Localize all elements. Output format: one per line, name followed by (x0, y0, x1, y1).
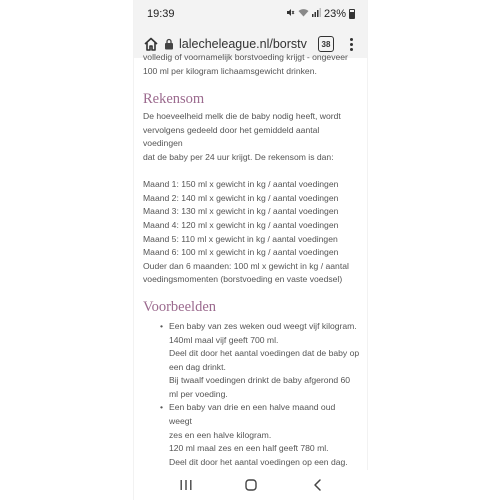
rekensom-heading: Rekensom (143, 91, 205, 108)
maand-line: Maand 3: 130 ml x gewicht in kg / aantal voedingen (143, 206, 339, 217)
maand-line: Maand 5: 110 ml x gewicht in kg / aantal voedingen (143, 233, 338, 244)
maand-line: Maand 1: 150 ml x gewicht in kg / aantal voedingen (143, 179, 339, 190)
status-icons (286, 8, 355, 20)
voorbeelden-heading: Voorbeelden (143, 298, 217, 315)
status-bar (134, 0, 367, 30)
text-line: ml per voeding. (169, 388, 228, 399)
text-line: vervolgens gedeeld door het gemiddeld aantal voedingen (143, 124, 320, 149)
phone-screen (133, 0, 368, 500)
battery-percent: 23% (323, 8, 346, 20)
maanden-list (143, 178, 360, 287)
text-line: • Een baby van drie en een halve maand oud weegt (169, 402, 336, 427)
url-text: lalecheleague.nl/borstv (179, 37, 307, 51)
rekensom-section (143, 90, 360, 287)
text-line: een dag drinkt. (169, 361, 226, 372)
list-item (169, 320, 360, 402)
intro-paragraph (143, 51, 360, 78)
signal-icon (312, 8, 321, 20)
spacer (143, 165, 360, 179)
rekensom-paragraph (143, 110, 360, 164)
back-icon[interactable] (308, 477, 328, 493)
text-line: 100 ml per kilogram lichaamsgewicht drinken. (143, 65, 317, 76)
lock-icon (164, 38, 174, 50)
maand-line: Maand 2: 140 ml x gewicht in kg / aantal voedingen (143, 192, 339, 203)
wifi-icon (298, 8, 309, 20)
text-line: • Een baby van zes weken oud weegt vijf kilogram. (169, 320, 357, 331)
maand-line: Maand 6: 100 ml x gewicht in kg / aantal voedingen (143, 247, 339, 258)
text-line: volledig of voornamelijk borstvoeding krijgt - ongeveer (143, 52, 348, 62)
text-line: 140ml maal vijf geeft 700 ml. (169, 334, 279, 345)
text-line: De hoeveelheid melk die de baby nodig heeft, wordt (143, 111, 341, 122)
maand-line: voedingsmomenten (borstvoeding en vaste voedsel) (143, 274, 343, 285)
text-line: zes en een halve kilogram. (169, 429, 272, 440)
recent-apps-icon[interactable] (176, 477, 196, 493)
voorbeelden-list (143, 320, 360, 483)
system-nav-bar (134, 470, 369, 500)
text-line: dat de baby per 24 uur krijgt. De rekensom is dan: (143, 151, 334, 162)
text-line: Deel dit door het aantal voedingen dat de baby op (169, 348, 360, 359)
text-line: Deel dit door het aantal voedingen op een dag. (169, 456, 348, 467)
battery-icon (349, 9, 355, 19)
mute-icon (286, 8, 295, 20)
maand-line: Maand 4: 120 ml x gewicht in kg / aantal voedingen (143, 219, 339, 230)
page-content[interactable] (134, 52, 369, 470)
voorbeelden-section (143, 298, 360, 483)
status-time: 19:39 (147, 8, 175, 20)
text-line: 120 ml maal zes en een half geeft 780 ml. (169, 443, 329, 454)
text-line: Bij twaalf voedingen drinkt de baby afgerond 60 (169, 375, 351, 386)
tab-switcher-button[interactable]: 38 (318, 36, 334, 52)
home-icon[interactable] (241, 477, 261, 493)
maand-line: Ouder dan 6 maanden: 100 ml x gewicht in kg / aantal (143, 260, 349, 271)
